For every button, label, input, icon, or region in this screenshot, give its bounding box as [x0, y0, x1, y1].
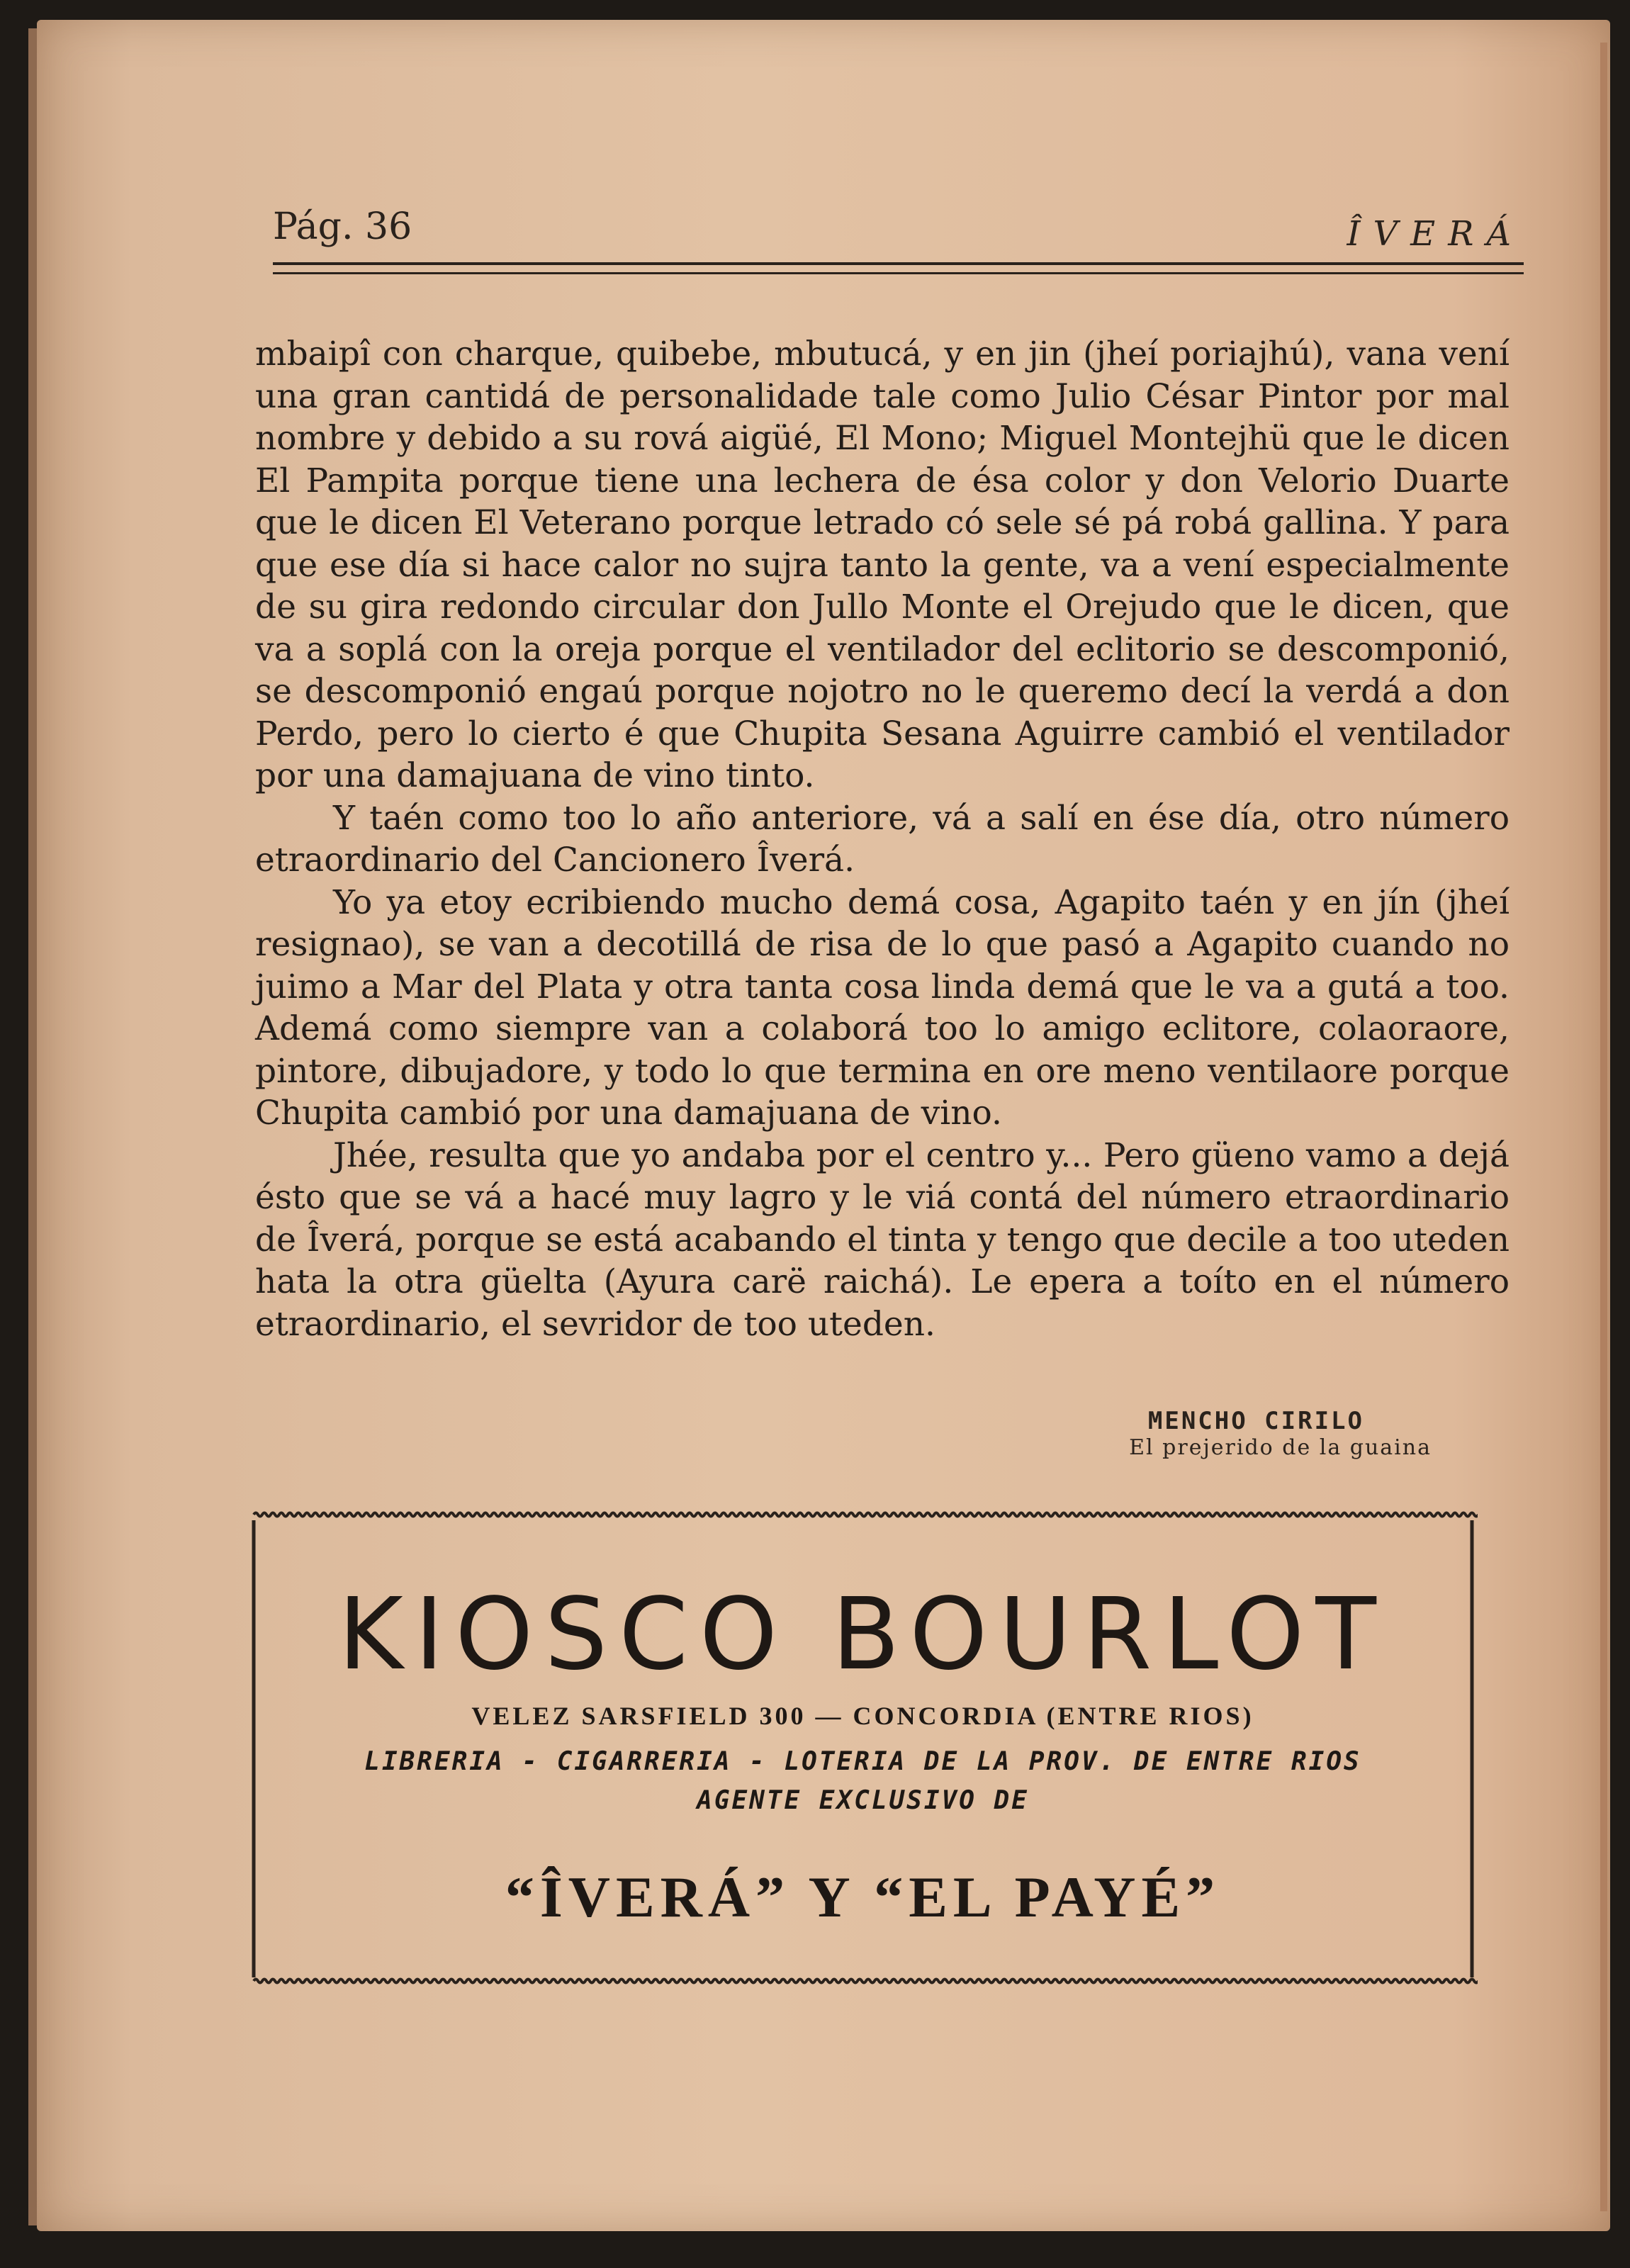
article-paragraph: Y taén como too lo año anteriore, vá a salí en ése día, otro número etraordinario del Cancionero Îverá. — [255, 798, 1510, 880]
page-number: Pág. 36 — [273, 206, 412, 248]
header-rule-top — [273, 262, 1524, 265]
shop-name: KIOSCO BOURLOT — [338, 1577, 1388, 1692]
featured-publications: “ÎVERÁ” Y “EL PAYÉ” — [505, 1865, 1221, 1929]
page-right-edge — [1600, 43, 1607, 2211]
article-body — [255, 333, 1510, 1345]
author-epithet: El prejerido de la guaina — [1129, 1435, 1432, 1460]
shop-services: LIBRERIA - CIGARRERIA - LOTERIA DE LA PROV. DE ENTRE RIOS — [364, 1747, 1361, 1776]
shop-agent-line: AGENTE EXCLUSIVO DE — [697, 1786, 1029, 1815]
article-signature — [1129, 1407, 1432, 1460]
author-name: MENCHO CIRILO — [1147, 1407, 1364, 1435]
article-paragraph: Jhée, resulta que yo andaba por el centro y... Pero güeno vamo a dejá ésto que se vá a hacé muy lagro y le viá contá del número etraordinario de Îverá, porque se está acabando el tinta y tengo que decile a too uteden hata la otra güelta (Ayura carë raichá). Le epera a toíto en el número etraordinario, el sevridor de too uteden. — [255, 1135, 1510, 1344]
article-paragraph: Yo ya etoy ecribiendo mucho demá cosa, Agapito taén y en jín (jheí resignao), se van a decotillá de risa de lo que pasó a Agapito cuando no juimo a Mar del Plata y otra tanta cosa linda demá que le va a gutá a too. Ademá como siempre van a colaborá too lo amigo eclitore, colaoraore, pintore, dibujadore, y todo lo que termina en ore meno ventilaore porque Chupita cambió por una damajuana de vino. — [255, 882, 1510, 1133]
header-rule-bottom — [273, 272, 1524, 274]
magazine-title: ÎVERÁ — [1347, 214, 1524, 254]
page-header — [273, 206, 1524, 291]
shop-address: VELEZ SARSFIELD 300 — CONCORDIA (ENTRE RIOS) — [471, 1702, 1254, 1730]
article-paragraph: mbaipî con charque, quibebe, mbutucá, y en jin (jheí poriajhú), vana vení una gran cantidá de personalidade tale como Julio César Pintor por mal nombre y debido a su rová aigüé, El Mono; Miguel Montejhü que le dicen El Pampita porque tiene una lechera de ésa color y don Velorio Duarte que le dicen El Veterano porque letrado có sele sé pá robá gallina. Y para que ese día si hace calor no sujra tanto la gente, va a vení especialmente de su gira redondo circular don Jullo Monte el Orejudo que le dicen, que va a soplá con la oreja porque el ventilador del eclitorio se descomponió, se descomponió engaú porque nojotro no le queremo decí la verdá a don Perdo, pero lo cierto é que Chupita Sesana Aguirre cambió el ventilador por una damajuana de vino tinto. — [255, 335, 1510, 795]
advertisement-box — [248, 1499, 1478, 1995]
